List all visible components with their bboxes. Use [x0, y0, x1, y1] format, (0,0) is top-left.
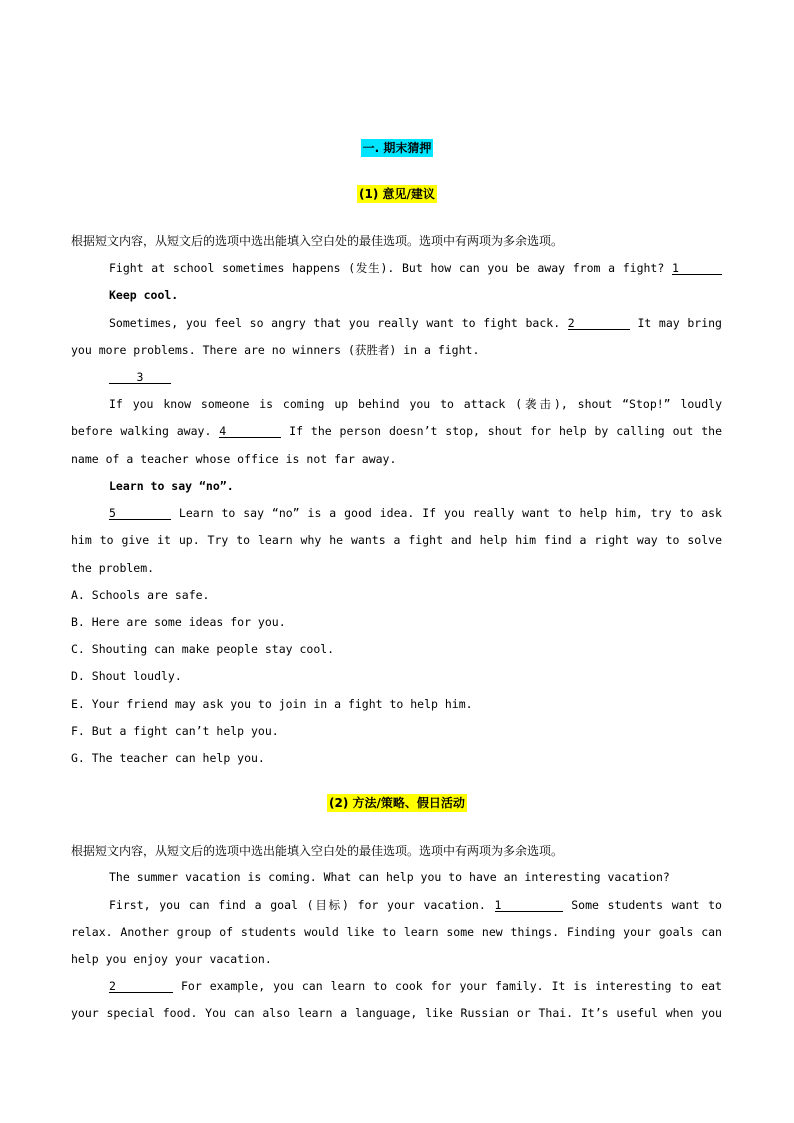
s1-paragraph-3: If you know someone is coming up behind you to attack (袭击), shout “Stop!” loudly — [109, 397, 722, 411]
s2-paragraph-2-cont: relax. Another group of students would like to learn some new things. Finding your goals can — [71, 925, 722, 939]
blank-2[interactable]: 2 — [568, 317, 630, 330]
s2-paragraph-2-end: help you enjoy your vacation. — [71, 952, 272, 966]
option-d: D. Shout loudly. — [71, 669, 182, 683]
section-1-heading-row — [0, 185, 794, 203]
section-1-instruction: 根据短文内容，从短文后的选项中选出能填入空白处的最佳选项。选项中有两项为多余选项。 — [71, 234, 564, 248]
s2-paragraph-3: 2 For example, you can learn to cook for your family. It is interesting to eat — [109, 979, 722, 993]
option-a: A. Schools are safe. — [71, 588, 210, 602]
s1-heading-learn-no: Learn to say “no”. — [109, 479, 234, 493]
s1-heading-keep-cool: Keep cool. — [109, 288, 179, 302]
option-e: E. Your friend may ask you to join in a fight to help him. — [71, 697, 473, 711]
s2-paragraph-2: First, you can find a goal (目标) for your vacation. 1 Some students want to — [109, 898, 722, 912]
s1-paragraph-4-end: the problem. — [71, 561, 155, 575]
s1-paragraph-4-cont: him to give it up. Try to learn why he wants a fight and help him find a right way to solve — [71, 533, 722, 547]
blank-3[interactable]: 3 — [109, 371, 171, 384]
section-2-heading-row — [0, 794, 794, 812]
option-g: G. The teacher can help you. — [71, 751, 265, 765]
s1-blank-3-row — [109, 370, 171, 384]
s1-paragraph-4: 5 Learn to say “no” is a good idea. If you really want to help him, try to ask — [109, 506, 722, 520]
s1-paragraph-2: Sometimes, you feel so angry that you really want to fight back. 2 It may bring — [109, 316, 722, 330]
s2-blank-2[interactable]: 2 — [109, 980, 173, 993]
blank-1[interactable]: 1 — [672, 262, 722, 275]
section-2-heading: (2) 方法/策略、假日活动 — [329, 796, 465, 810]
s2-blank-1[interactable]: 1 — [495, 899, 563, 912]
option-f: F. But a fight can’t help you. — [71, 724, 279, 738]
option-c: C. Shouting can make people stay cool. — [71, 642, 335, 656]
section-1-heading: (1) 意见/建议 — [359, 187, 435, 201]
option-b: B. Here are some ideas for you. — [71, 615, 286, 629]
page-title: 一. 期末猜押 — [362, 141, 432, 155]
s1-paragraph-3-end: name of a teacher whose office is not far away. — [71, 452, 397, 466]
blank-5[interactable]: 5 — [109, 507, 171, 520]
s1-paragraph-1: Fight at school sometimes happens (发生). But how can you be away from a fight? 1 — [109, 261, 722, 275]
blank-4[interactable]: 4 — [219, 425, 281, 438]
s1-paragraph-3-cont: before walking away. 4 If the person doesn’t stop, shout for help by calling out the — [71, 424, 722, 438]
title-row — [0, 139, 794, 157]
s1-paragraph-2-cont: you more problems. There are no winners (获胜者) in a fight. — [71, 343, 480, 357]
s2-paragraph-1: The summer vacation is coming. What can help you to have an interesting vacation? — [109, 870, 670, 884]
section-2-instruction: 根据短文内容，从短文后的选项中选出能填入空白处的最佳选项。选项中有两项为多余选项。 — [71, 844, 564, 858]
s2-paragraph-3-cont: your special food. You can also learn a language, like Russian or Thai. It’s useful when you — [71, 1006, 722, 1020]
